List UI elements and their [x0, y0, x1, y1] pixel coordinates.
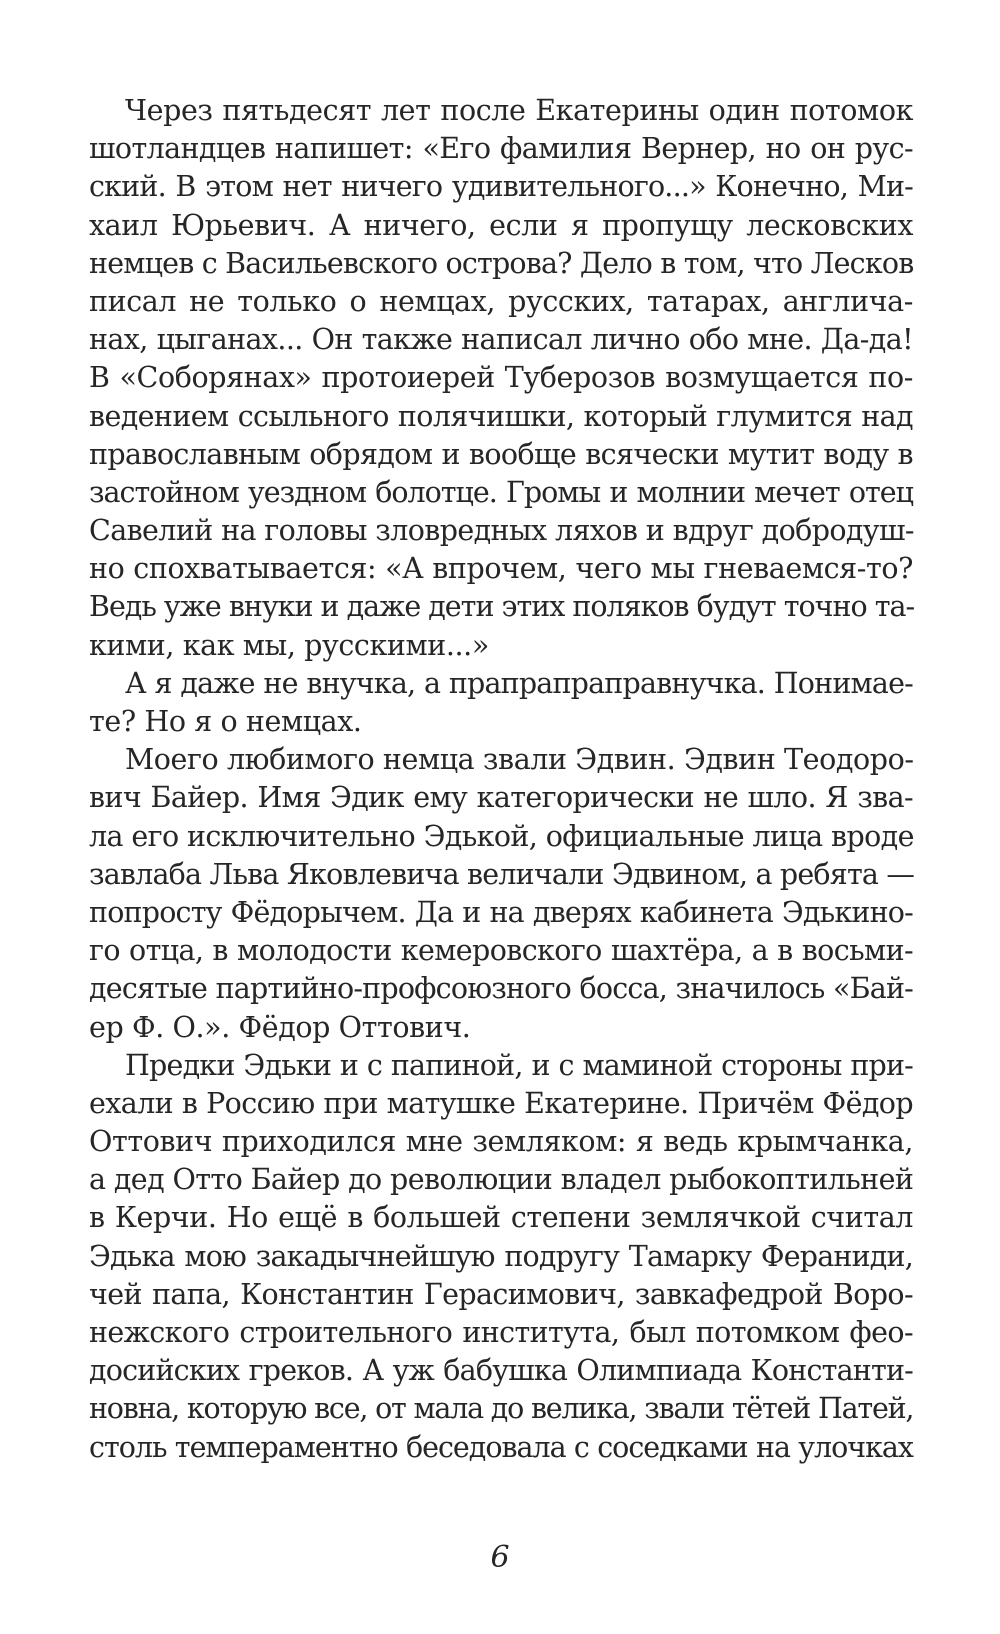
text-line: те? Но я о немцах.: [89, 705, 362, 738]
text-line: Оттович приходился мне земляком: я ведь крымчанка,: [89, 1125, 913, 1159]
text-line: православным обрядом и вообще всячески мутит воду в: [89, 437, 913, 471]
text-line: Моего любимого немца звали Эдвин. Эдвин Теодоро-: [125, 743, 914, 777]
paragraph-1: [89, 92, 913, 665]
text-line: кими, как мы, русскими...»: [89, 628, 489, 662]
text-line: в Керчи. Но ещё в большей степени землячкой считал: [89, 1201, 913, 1235]
text-line: чей папа, Константин Герасимович, завкафедрой Воро-: [89, 1277, 913, 1311]
text-line: нах, цыганах... Он также написал лично обо мне. Да-да!: [89, 323, 913, 357]
text-line: Предки Эдьки и с папиной, и с маминой стороны при-: [125, 1048, 913, 1082]
text-line: В «Соборянах» протоиерей Туберозов возмущается по-: [89, 361, 913, 395]
paragraph-2: [89, 665, 913, 741]
text-line: досийских греков. А уж бабушка Олимпиада Константи-: [89, 1354, 913, 1388]
text-line: застойном уездном болотце. Громы и молнии мечет отец: [89, 475, 913, 509]
text-line: Ведь уже внуки и даже дети этих поляков будут точно та-: [89, 590, 915, 624]
text-line: нежского строительного института, был потомком фео-: [89, 1316, 913, 1349]
text-line: го отца, в молодости кемеровского шахтёра, а в восьми-: [89, 934, 913, 968]
body-text: [89, 92, 913, 1467]
text-line: вич Байер. Имя Эдик ему категорически не шло. Я зва-: [89, 781, 913, 815]
text-line: немцев с Васильевского острова? Дело в том, что Лесков: [89, 246, 914, 280]
text-line: ехали в Россию при матушке Екатерине. Причём Фёдор: [89, 1086, 913, 1120]
paragraph-3: [89, 741, 913, 1047]
text-line: попросту Фёдорычем. Да и на дверях кабинета Эдькино-: [89, 895, 913, 929]
text-line: хаил Юрьевич. А ничего, если я пропущу лесковских: [89, 208, 913, 242]
text-line: десятые партийно-профсоюзного босса, значилось «Бай-: [89, 972, 913, 1006]
text-line: но спохватывается: «А впрочем, чего мы гневаемся-то?: [89, 552, 913, 586]
paragraph-4: [89, 1047, 913, 1467]
text-line: Через пятьдесят лет после Екатерины один потомок: [125, 94, 913, 127]
text-line: а дед Отто Байер до революции владел рыбокоптильней: [89, 1163, 914, 1197]
text-line: шотландцев напишет: «Его фамилия Вернер, но он рус-: [89, 132, 913, 166]
text-line: ер Ф. О.». Фёдор Оттович.: [89, 1010, 471, 1044]
text-line: Эдька мою закадычнейшую подругу Тамарку Фераниди,: [89, 1239, 913, 1273]
text-line: новна, которую все, от мала до велика, звали тётей Патей,: [89, 1392, 914, 1426]
text-line: столь темпераментно беседовала с соседками на улочках: [89, 1430, 913, 1464]
page-number: 6: [490, 1540, 510, 1575]
text-line: ла его исключительно Эдькой, официальные лица вроде: [89, 819, 914, 853]
text-line: Савелий на головы зловредных ляхов и вдруг добродуш-: [89, 514, 914, 548]
text-line: ский. В этом нет ничего удивительного...» Конечно, Ми-: [89, 170, 913, 204]
text-line: писал не только о немцах, русских, татарах, англича-: [89, 284, 913, 318]
text-line: завлаба Льва Яковлевича величали Эдвином, а ребята —: [89, 857, 915, 891]
text-line: ведением ссыльного полячишки, который глумится над: [89, 399, 913, 433]
text-line: А я даже не внучка, а прапрапраправнучка. Понимае-: [125, 666, 913, 700]
